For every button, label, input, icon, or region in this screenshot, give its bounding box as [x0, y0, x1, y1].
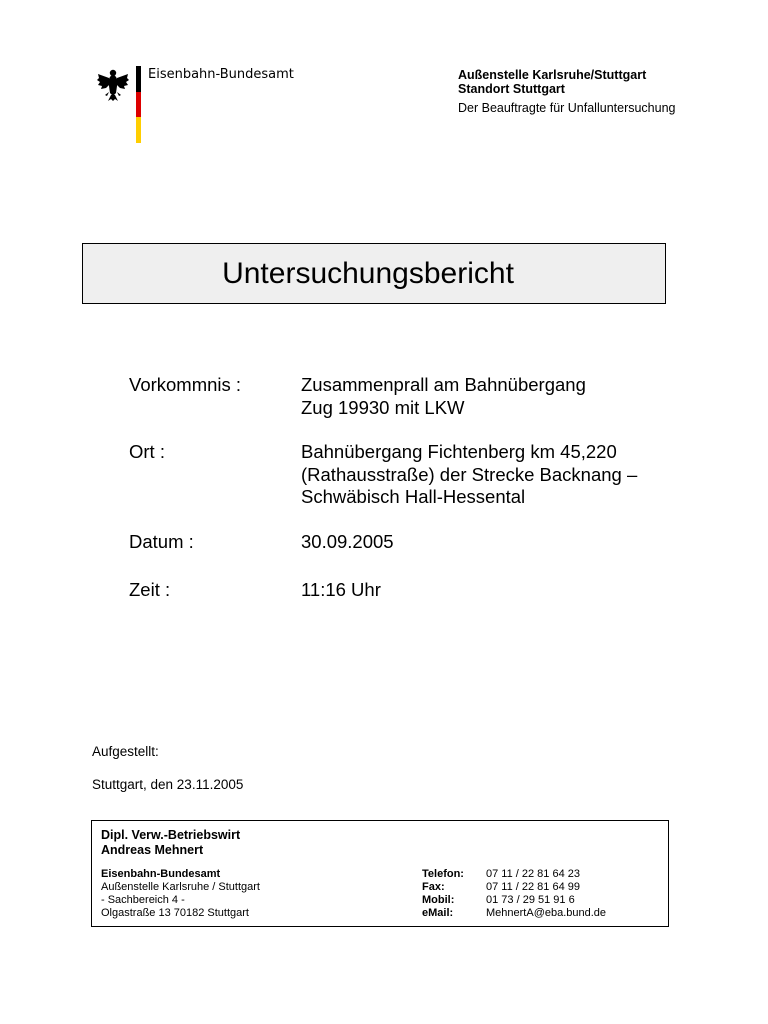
logo-text: Eisenbahn-Bundesamt	[148, 67, 294, 82]
signatory-address	[101, 868, 260, 920]
flag-stripe-red	[136, 92, 141, 118]
fact-line: 11:16 Uhr	[301, 579, 381, 600]
address-line: Olgastraße 13 70182 Stuttgart	[101, 907, 249, 919]
fact-value	[301, 531, 394, 554]
fact-value	[301, 441, 637, 509]
contact-value: MehnertA@eba.bund.de	[486, 907, 607, 919]
contact-label: Mobil:	[422, 894, 455, 906]
contact-label: Telefon:	[422, 868, 464, 880]
signatory-title: Dipl. Verw.-Betriebswirt	[101, 828, 241, 842]
signatory-box	[91, 820, 669, 927]
address-line: - Sachbereich 4 -	[101, 894, 185, 906]
office-line-1: Außenstelle Karlsruhe/Stuttgart	[458, 68, 647, 82]
office-header	[458, 68, 676, 115]
title-box	[82, 243, 666, 304]
office-line-2: Standort Stuttgart	[458, 82, 565, 96]
fact-line: Schwäbisch Hall-Hessental	[301, 486, 526, 507]
fact-line: 30.09.2005	[301, 531, 394, 552]
fact-line: Zug 19930 mit LKW	[301, 396, 465, 418]
address-line: Außenstelle Karlsruhe / Stuttgart	[101, 881, 260, 893]
federal-eagle-icon	[97, 68, 129, 102]
flag-stripes	[136, 66, 141, 143]
contact-label: eMail:	[422, 907, 454, 919]
fact-line: (Rathausstraße) der Strecke Backnang –	[301, 463, 638, 485]
fact-label: Zeit :	[129, 579, 171, 600]
created-place-date: Stuttgart, den 23.11.2005	[92, 777, 244, 792]
fact-value	[301, 579, 381, 602]
contact-label: Fax:	[422, 881, 445, 893]
contact-value: 07 11 / 22 81 64 99	[486, 881, 580, 893]
contact-value: 07 11 / 22 81 64 23	[486, 868, 580, 880]
fact-label: Vorkommnis :	[129, 374, 242, 395]
department: Der Beauftragte für Unfalluntersuchung	[458, 101, 676, 115]
fact-line: Zusammenprall am Bahnübergang	[301, 374, 586, 395]
created-label: Aufgestellt:	[92, 744, 159, 759]
document-title: Untersuchungsbericht	[222, 256, 514, 290]
fact-line: Bahnübergang Fichtenberg km 45,220	[301, 441, 617, 462]
flag-stripe-black	[136, 66, 141, 92]
fact-value	[301, 374, 586, 419]
address-org: Eisenbahn-Bundesamt	[101, 868, 221, 880]
contact-value: 01 73 / 29 51 91 6	[486, 894, 575, 906]
fact-label: Datum :	[129, 531, 194, 552]
fact-label: Ort :	[129, 441, 165, 462]
signatory-name: Andreas Mehnert	[101, 843, 204, 857]
signatory-name-block	[101, 828, 240, 858]
flag-stripe-gold	[136, 117, 141, 143]
